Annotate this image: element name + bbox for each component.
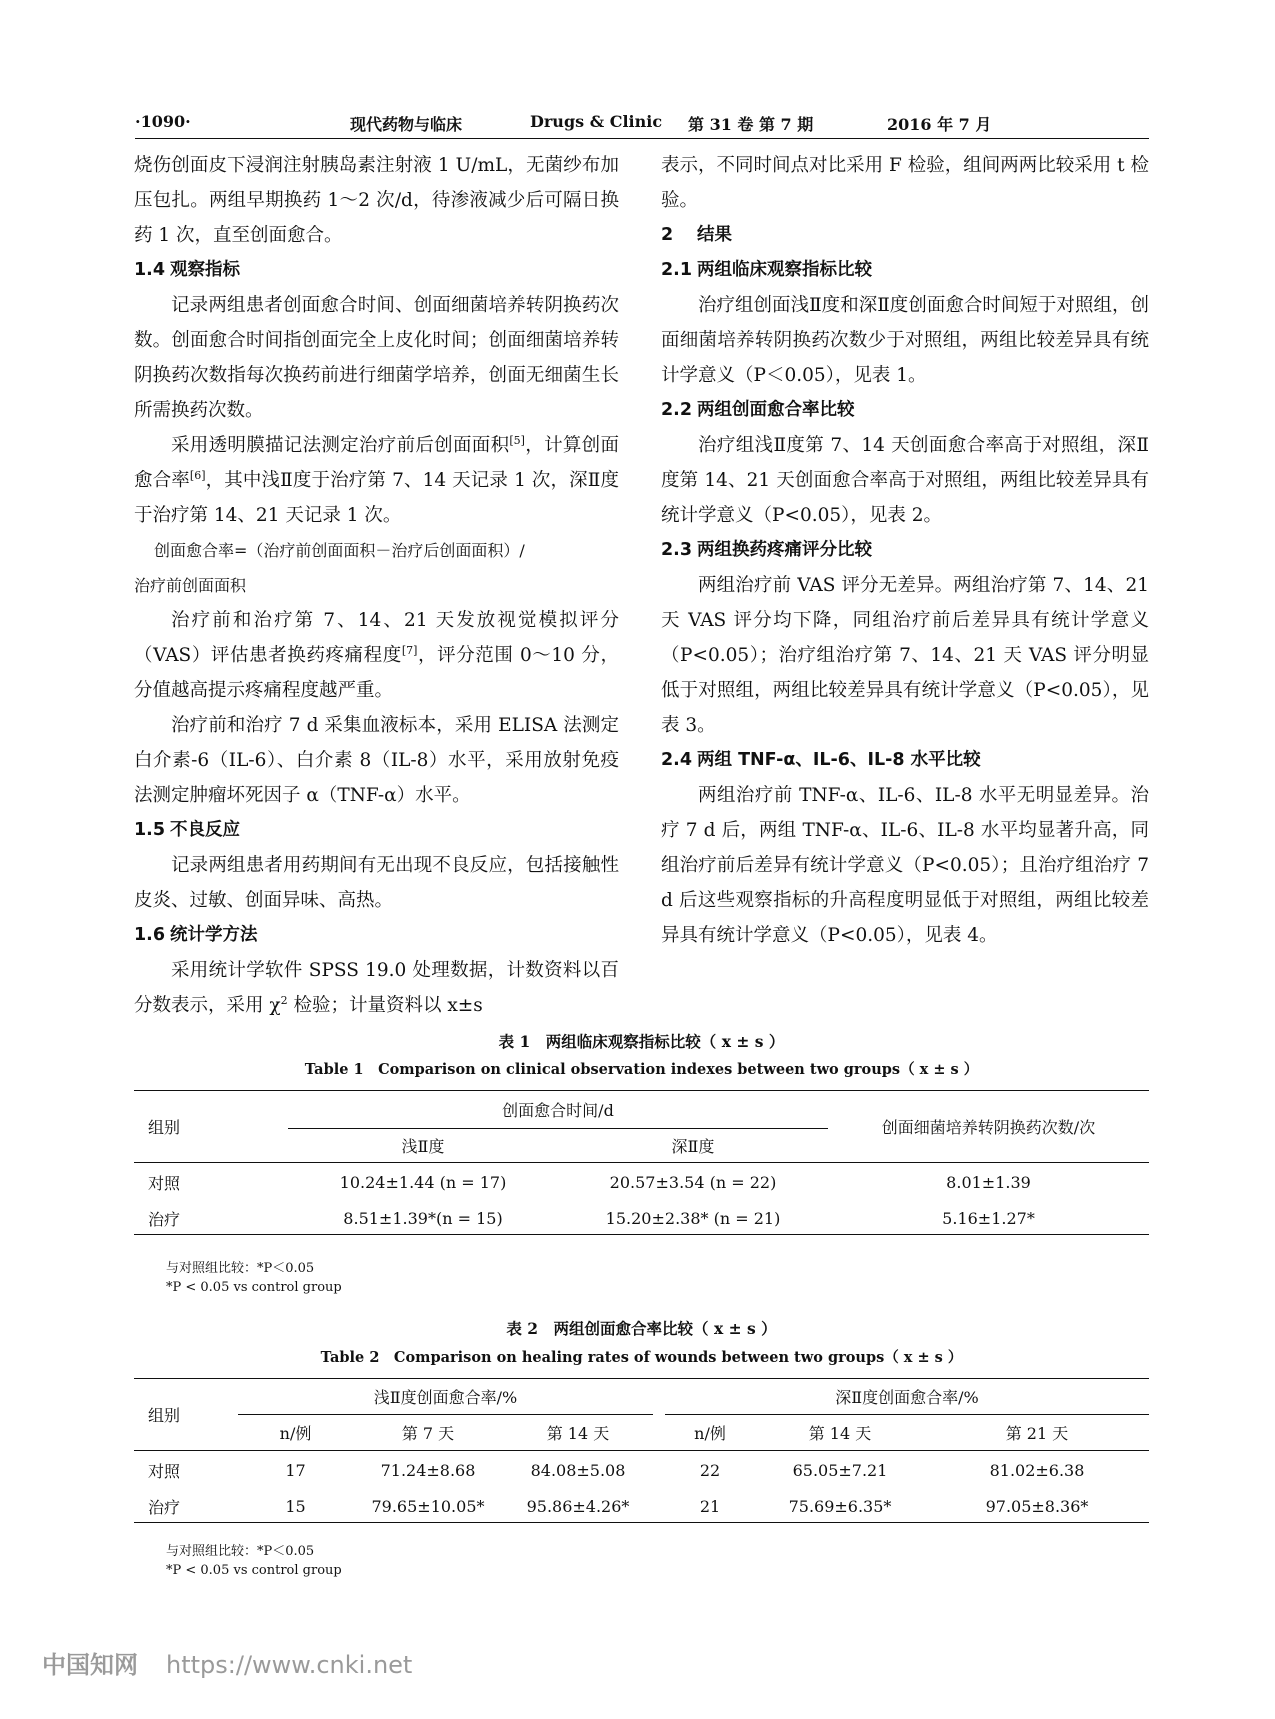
paragraph: 采用透明膜描记法测定治疗前后创面面积[5]，计算创面愈合率[6]，其中浅Ⅱ度于治疗第 7、14 天记录 1 次，深Ⅱ度于治疗第 14、21 天记录 1 次。 [134,433,619,526]
citation-ref: [6] [189,468,206,482]
journal-date: 2016 年 7 月 [887,115,992,134]
table-header: 第 7 天 [401,1424,455,1443]
formula-line: 创面愈合率=（治疗前创面面积－治疗后创面面积）/ [154,541,525,560]
table-row: 对照 10.24±1.44 (n = 17) 20.57±3.54 (n = 22) 8.01±1.39 [134,1163,1149,1203]
table-header: 创面愈合时间/d [288,1091,828,1129]
section-heading-2: 2 结果 [661,225,732,245]
table1-note-cn: 与对照组比较：*P＜0.05 [166,1261,315,1276]
formula-line: 治疗前创面面积 [134,576,247,595]
citation-ref: [7] [401,643,418,657]
table-row: 对照 17 71.24±8.68 84.08±5.08 22 65.05±7.21 81.02±6.38 [134,1451,1149,1491]
table-header: 第 14 天 [546,1424,610,1443]
journal-name-en: Drugs & Clinic [530,112,663,131]
paragraph: 治疗前和治疗 7 d 采集血液标本，采用 ELISA 法测定白介素-6（IL-6）、白介素 8（IL-8）水平，采用放射免疫法测定肿瘤坏死因子 α（TNF-α）水平。 [134,715,619,806]
section-heading-2-2: 2.2 两组创面愈合率比较 [661,400,855,420]
paragraph: 记录两组患者创面愈合时间、创面细菌培养转阴换药次数。创面愈合时间指创面完全上皮化时间；创面细菌培养转阴换药次数指每次换药前进行细菌学培养，创面无细菌生长所需换药次数。 [134,295,619,421]
section-heading-1-5: 1.5 不良反应 [134,820,240,840]
table-header: 第 21 天 [1005,1424,1069,1443]
table-header: 浅Ⅱ度创面愈合率/% [238,1379,653,1415]
table1 [134,1090,1149,1235]
table2-title-en: Table 2 Comparison on healing rates of wounds between two groups（ x ± s ） [320,1349,963,1366]
table-header: 组别 [148,1406,181,1425]
table2 [134,1378,1149,1523]
table2-title-cn: 表 2 两组创面愈合率比较（ x ± s ） [506,1319,777,1338]
paragraph: 治疗组创面浅Ⅱ度和深Ⅱ度创面愈合时间短于对照组，创面细菌培养转阴换药次数少于对照组，两组比较差异具有统计学意义（P＜0.05），见表 1。 [661,295,1149,386]
paragraph: 两组治疗前 TNF-α、IL-6、IL-8 水平无明显差异。治疗 7 d 后，两组 TNF-α、IL-6、IL-8 水平均显著升高，同组治疗前后差异有统计学意义（P<0.05）；且治疗组治疗 7 d 后这些观察指标的升高程度明显低于对照组，两组比较差异具有统计学意义（P<0.05），见表 4。 [661,785,1149,946]
table1-note-en: *P < 0.05 vs control group [166,1280,342,1295]
journal-name-cn: 现代药物与临床 [350,115,463,134]
cnki-brand: 中国知网 [42,1651,138,1679]
paragraph: 表示，不同时间点对比采用 F 检验，组间两两比较采用 t 检验。 [661,155,1149,211]
table-header: n/例 [279,1424,312,1443]
cnki-watermark [42,1645,412,1680]
right-column [661,148,1149,953]
table-row: 治疗 8.51±1.39*(n = 15) 15.20±2.38* (n = 21) 5.16±1.27* [134,1203,1149,1235]
section-heading-2-4: 2.4 两组 TNF-α、IL-6、IL-8 水平比较 [661,750,981,770]
paragraph: 采用统计学软件 SPSS 19.0 处理数据，计数资料以百分数表示，采用 $\chi^2$ 检验；计量资料以 x±s [134,960,619,1016]
table-header: 浅Ⅱ度 [401,1137,445,1156]
table1-title-en: Table 1 Comparison on clinical observation indexes between two groups（ x ± s ） [304,1061,979,1078]
table-header: n/例 [694,1424,726,1443]
running-header [135,110,1149,139]
page-number: ·1090· [135,112,191,131]
paragraph: 烧伤创面皮下浸润注射胰岛素注射液 1 U/mL，无菌纱布加压包扎。两组早期换药 1～2 次/d，待渗液减少后可隔日换药 1 次，直至创面愈合。 [134,155,619,246]
section-heading-2-1: 2.1 两组临床观察指标比较 [661,260,872,280]
table-header: 创面细菌培养转阴换药次数/次 [881,1118,1096,1137]
left-column [134,148,619,1023]
table-header: 第 14 天 [808,1424,872,1443]
table-header: 组别 [148,1118,181,1137]
table-header: 深Ⅱ度创面愈合率/% [665,1379,1149,1415]
paragraph: 治疗组浅Ⅱ度第 7、14 天创面愈合率高于对照组，深Ⅱ度第 14、21 天创面愈合率高于对照组，两组比较差异具有统计学意义（P<0.05），见表 2。 [661,435,1149,526]
cnki-url[interactable]: https://www.cnki.net [166,1651,413,1679]
paragraph: 记录两组患者用药期间有无出现不良反应，包括接触性皮炎、过敏、创面异味、高热。 [134,855,619,911]
table-header: 深Ⅱ度 [671,1137,715,1156]
citation-ref: [5] [509,433,525,447]
table1-title-cn: 表 1 两组临床观察指标比较（ x ± s ） [498,1032,785,1051]
paragraph: 治疗前和治疗第 7、14、21 天发放视觉模拟评分（VAS）评估患者换药疼痛程度[7]，评分范围 0～10 分，分值越高提示疼痛程度越严重。 [134,610,619,701]
table2-note-cn: 与对照组比较：*P＜0.05 [166,1544,315,1559]
table2-note-en: *P < 0.05 vs control group [166,1563,342,1578]
table-row: 治疗 15 79.65±10.05* 95.86±4.26* 21 75.69±6.35* 97.05±8.36* [134,1491,1149,1523]
section-heading-1-4: 1.4 观察指标 [134,260,240,280]
paragraph: 两组治疗前 VAS 评分无差异。两组治疗第 7、14、21 天 VAS 评分均下降，同组治疗前后差异具有统计学意义（P<0.05）；治疗组治疗第 7、14、21 天 VAS 评分明显低于对照组，两组比较差异具有统计学意义（P<0.05），见表 3。 [661,575,1149,736]
section-heading-1-6: 1.6 统计学方法 [134,925,258,945]
section-heading-2-3: 2.3 两组换药疼痛评分比较 [661,540,872,560]
journal-issue: 第 31 卷 第 7 期 [688,115,814,134]
